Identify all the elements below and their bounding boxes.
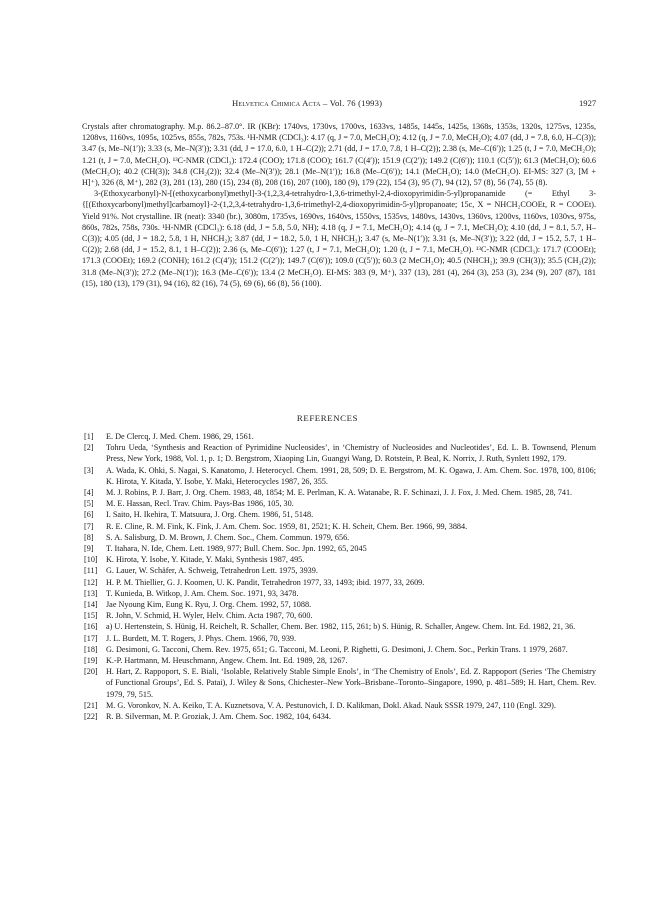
reference-item [84, 610, 596, 621]
reference-number: [6] [84, 510, 94, 520]
reference-text: Tohru Ueda, ‘Synthesis and Reaction of Pyrimidine Nucleosides’, in ‘Chemistry of Nucleosides and Nucleotides’, Ed. L. B. Townsend, Plenum Press, New York, 1988, Vol. 1, p. 1; D. Bergstrom, Xiaoping Lin, Guangyi Wang, D. Rotstein, P. Beal, K. Norrix, J. Ruth, Synlett 1992, 179. [106, 443, 596, 464]
reference-text: T. Itahara, N. Ide, Chem. Lett. 1989, 977; Bull. Chem. Soc. Jpn. 1992, 65, 2045 [106, 544, 367, 554]
page-number: 1927 [579, 98, 597, 108]
reference-item [84, 465, 596, 487]
reference-item [84, 599, 596, 610]
reference-item [84, 498, 596, 509]
reference-number: [19] [84, 656, 98, 666]
reference-item [84, 442, 596, 464]
reference-text: A. Wada, K. Ohki, S. Nagai, S. Kanatomo, J. Heterocycl. Chem. 1991, 28, 509; D. E. Bergstrom, M. K. Ogawa, J. Am. Chem. Soc. 1978, 100, 8106; K. Hirota, Y. Kitada, Y. Isobe, Y. Maki, Heterocycles 1987, 26, 355. [106, 465, 596, 486]
reference-item [84, 554, 596, 565]
reference-number: [18] [84, 644, 98, 654]
reference-item [84, 509, 596, 520]
reference-number: [9] [84, 544, 94, 554]
reference-text: Jae Nyoung Kim, Eung K. Ryu, J. Org. Chem. 1992, 57, 1088. [106, 600, 312, 610]
reference-number: [14] [84, 600, 98, 610]
reference-text: M. G. Voronkov, N. A. Keiko, T. A. Kuznetsova, V. A. Pestunovich, I. D. Kalikman, Dokl. Akad. Nauk SSSR 1979, 247, 110 (Engl. 329). [106, 700, 556, 710]
reference-text: M. J. Robins, P. J. Barr, J. Org. Chem. 1983, 48, 1854; M. E. Perlman, K. A. Watanabe, R. F. Schinazi, J. J. Fox, J. Med. Chem. 1985, 28, 741. [106, 488, 573, 498]
reference-number: [1] [84, 432, 94, 441]
reference-text: K. Hirota, Y. Isobe, Y. Kitade, Y. Maki, Synthesis 1987, 495. [106, 555, 305, 565]
reference-item [84, 666, 596, 700]
reference-item [84, 532, 596, 543]
reference-text: H. Hart, Z. Rappoport, S. E. Biali, ‘Isolable, Relatively Stable Simple Enols’, in ‘The Chemistry of Enols’, Ed. Z. Rappoport (Series ‘The Chemistry of Functional Groups’, Ed. S. Patai), J. Wiley & Sons, Chichester–New York–Brisbane–Toronto–Singapore, 1990, p. 481–589; H. Hart, Chem. Rev. 1979, 79, 515. [106, 667, 596, 699]
reference-number: [22] [84, 712, 98, 722]
reference-text: T. Kunieda, B. Witkop, J. Am. Chem. Soc. 1971, 93, 3478. [106, 588, 299, 598]
reference-number: [5] [84, 499, 94, 509]
reference-item [84, 588, 596, 599]
reference-item [84, 621, 596, 632]
reference-number: [11] [84, 566, 98, 576]
experimental-section [82, 121, 596, 289]
reference-number: [15] [84, 611, 98, 621]
reference-number: [10] [84, 555, 98, 565]
reference-number: [20] [84, 667, 98, 677]
reference-text: S. A. Salisburg, D. M. Brown, J. Chem. Soc., Chem. Commun. 1979, 656. [106, 532, 350, 542]
references-heading: REFERENCES [296, 413, 359, 423]
paragraph-compound-data: Crystals after chromatography. M.p. 86.2–87.0°. IR (KBr): 1740vs, 1730vs, 1700vs, 1633vs, 1485s, 1445s, 1425s, 1368s, 1353s, 1320s, 1275vs, 1235s, 1208vs, 1160vs, 1095s, 1025vs, 855s, 782s, 753s. ¹H-NMR (CDCl₃): 4.17 (q, J = 7.0, MeCH₂O); 4.12 (q, J = 7.0, MeCH₂O); 4.07 (dd, J = 7.8, 6.0, H–C(3)); 3.47 (s, Me–N(1′)); 3.33 (s, Me–N(3′)); 3.31 (dd, J = 17.0, 6.0, 1 H–C(2)); 2.71 (dd, J = 17.0, 7.8, 1 H–C(2)); 2.38 (s, Me–C(6′)); 1.25 (t, J = 7.0, MeCH₂O); 1.21 (t, J = 7.0, MeCH₂O). ¹³C-NMR (CDCl₃): 172.4 (COO); 171.8 (COO); 161.7 (C(4′)); 151.9 (C(2′)); 149.2 (C(6′)); 110.1 (C(5′)); 61.3 (MeCH₂O); 60.6 (MeCH₂O); 40.2 (CH(3)); 34.8 (CH₂(2)); 32.4 (Me–N(3′)); 28.1 (Me–N(1′)); 16.8 (Me–C(6′)); 14.1 (MeCH₂O); 14.0 (MeCH₂O). EI-MS: 327 (3, [M + H]⁺), 326 (8, M⁺), 282 (3), 281 (13), 280 (15), 234 (8), 208 (16), 207 (100), 180 (9), 179 (22), 154 (3), 95 (7), 94 (12), 57 (8), 56 (74), 55 (8). [82, 122, 597, 188]
reference-text: E. De Clercq, J. Med. Chem. 1986, 29, 1561. [106, 432, 254, 441]
reference-item [84, 655, 596, 666]
reference-text: G. Desimoni, G. Tacconi, Chem. Rev. 1975, 651; G. Tacconi, M. Leoni, P. Righetti, G. Desimoni, J. Chem. Soc., Perkin Trans. 1 1979, 2687. [106, 644, 568, 654]
reference-text: K.-P. Hartmann, M. Heuschmann, Angew. Chem. Int. Ed. 1989, 28, 1267. [106, 656, 348, 666]
reference-text: J. L. Burdett, M. T. Rogers, J. Phys. Chem. 1966, 70, 939. [106, 633, 297, 643]
reference-number: [12] [84, 577, 98, 587]
reference-number: [13] [84, 588, 98, 598]
reference-text: I. Saito, H. Ikehira, T. Matsuura, J. Org. Chem. 1986, 51, 5148. [106, 510, 314, 520]
reference-number: [2] [84, 443, 94, 453]
references-list [84, 431, 596, 722]
reference-item [84, 487, 596, 498]
reference-text: M. E. Hassan, Recl. Trav. Chim. Pays-Bas 1986, 105, 30. [106, 499, 294, 509]
reference-item [84, 633, 596, 644]
reference-text: G. Lauer, W. Schäfer, A. Schweig, Tetrahedron Lett. 1975, 3939. [106, 566, 318, 576]
reference-item [84, 644, 596, 655]
reference-text: R. E. Cline, R. M. Fink, K. Fink, J. Am. Chem. Soc. 1959, 81, 2521; K. H. Scheit, Chem. Ber. 1966, 99, 3884. [106, 521, 468, 531]
journal-name: Helvetica Chimica Acta [232, 98, 321, 108]
reference-number: [3] [84, 465, 94, 475]
paragraph-compound-15c: 3-(Ethoxycarbonyl)-N-[(ethoxycarbonyl)methyl]-3-(1,2,3,4-tetrahydro-1,3,6-trimethyl-2,4-dioxopyrimidin-5-yl)propanamide (= Ethyl 3-{[(Ethoxycarbonyl)methyl]carbamoyl}-2-(1,2,3,4-tetrahydro-1,3,6-trimethyl-2,4-dioxopyrimidin-5-yl)propanoate; 15c, X = NHCH₂COOEt, R = COOEt). Yield 91%. Not crystalline. IR (neat): 3340 (br.), 3080m, 1735vs, 1690vs, 1640vs, 1550vs, 1535vs, 1480vs, 1430vs, 1360vs, 1200vs, 1160vs, 1030vs, 975s, 860s, 782s, 758s, 730s. ¹H-NMR (CDCl₃): 6.18 (dd, J = 5.8, 5.0, NH); 4.18 (q, J = 7.1, MeCH₂O); 4.14 (q, J = 7.1, MeCH₂O); 4.10 (dd, J = 8.1, 5.7, H–C(3)); 4.05 (dd, J = 18.2, 5.8, 1 H, NHCH₂); 3.87 (dd, J = 18.2, 5.0, 1 H, NHCH₂); 3.47 (s, Me–N(1′)); 3.31 (s, Me–N(3′)); 3.22 (dd, J = 15.2, 5.7, 1 H–C(2)); 2.68 (dd, J = 15.2, 8.1, 1 H–C(2)); 2.36 (s, Me–C(6′)); 1.27 (t, J = 7.1, MeCH₂O); 1.20 (t, J = 7.1, MeCH₂O). ¹³C-NMR (CDCl₃): 171.7 (COOEt); 171.3 (COOEt); 169.2 (CONH); 161.2 (C(4′)); 151.2 (C(2′)); 149.7 (C(6′)); 109.0 (C(5′)); 60.3 (2 MeCH₂O); 40.5 (NHCH₂); 39.9 (CH(3)); 35.5 (CH₂(2)); 31.8 (Me–N(3′)); 27.2 (Me–N(1′)); 16.3 (Me–C(6′)); 13.4 (2 MeCH₂O). EI-MS: 383 (9, M⁺), 337 (13), 281 (4), 264 (3), 253 (3), 234 (9), 207 (87), 181 (15), 180 (13), 179 (31), 94 (16), 82 (16), 74 (5), 69 (6), 66 (8), 56 (100). [82, 189, 596, 288]
reference-number: [4] [84, 488, 94, 498]
running-head [232, 98, 382, 109]
reference-number: [7] [84, 521, 94, 531]
reference-item [84, 711, 596, 722]
reference-number: [8] [84, 532, 94, 542]
reference-item [84, 577, 596, 588]
reference-item [84, 521, 596, 532]
reference-text: H. P. M. Thiellier, G. J. Koomen, U. K. Pandit, Tetrahedron 1977, 33, 1493; ibid. 1977, 33, 2609. [106, 577, 425, 587]
reference-number: [17] [84, 633, 98, 643]
journal-volume: – Vol. 76 (1993) [320, 98, 383, 108]
reference-item [84, 431, 596, 442]
reference-item [84, 543, 596, 554]
reference-item [84, 700, 596, 711]
reference-number: [16] [84, 622, 98, 632]
reference-text: R. John, V. Schmid, H. Wyler, Helv. Chim. Acta 1987, 70, 600. [106, 611, 313, 621]
reference-text: a) U. Hertenstein, S. Hünig, H. Reichelt, R. Schaller, Chem. Ber. 1982, 115, 261; b) S. Hünig, R. Schaller, Angew. Chem. Int. Ed. 1982, 21, 36. [106, 622, 576, 632]
reference-item [84, 565, 596, 576]
reference-number: [21] [84, 700, 98, 710]
reference-text: R. B. Silverman, M. P. Groziak, J. Am. Chem. Soc. 1982, 104, 6434. [106, 712, 331, 722]
